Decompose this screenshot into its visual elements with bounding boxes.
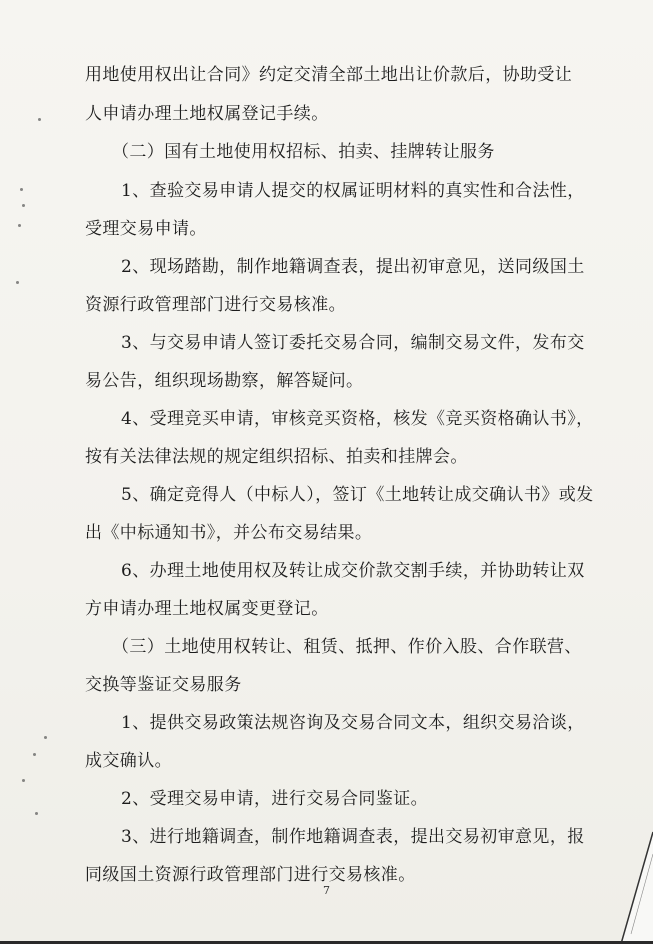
scan-speck <box>16 281 19 284</box>
text-line: 同级国土资源行政管理部门进行交易核准。 <box>85 865 416 885</box>
text-line: 方申请办理土地权属变更登记。 <box>85 599 329 619</box>
page-number: 7 <box>323 884 330 897</box>
text-line: 1、查验交易申请人提交的权属证明材料的真实性和合法性， <box>121 181 585 201</box>
text-line: 易公告，组织现场勘察，解答疑问。 <box>85 371 364 391</box>
page-curl-mark <box>613 824 653 944</box>
text-line: 3、进行地籍调查，制作地籍调查表，提出交易初审意见，报 <box>121 827 585 847</box>
text-line: 4、受理竞买申请，审核竞买资格，核发《竞买资格确认书》， <box>121 409 594 429</box>
section-heading: （三）土地使用权转让、租赁、抵押、作价入股、合作联营、 <box>112 637 582 657</box>
text-line: 受理交易申请。 <box>85 219 207 239</box>
scan-speck <box>33 753 36 756</box>
scan-speck <box>22 204 25 207</box>
text-line: 6、办理土地使用权及转让成交价款交割手续，并协助转让双 <box>121 561 585 581</box>
text-line: 1、提供交易政策法规咨询及交易合同文本，组织交易洽谈， <box>121 713 585 733</box>
section-heading: （二）国有土地使用权招标、拍卖、挂牌转让服务 <box>112 142 495 162</box>
scan-speck <box>38 118 41 121</box>
scan-speck <box>18 224 21 227</box>
text-line: 资源行政管理部门进行交易核准。 <box>85 295 346 315</box>
scan-speck <box>20 188 23 191</box>
scan-speck <box>22 779 25 782</box>
scan-speck <box>35 812 38 815</box>
text-line: 用地使用权出让合同》约定交清全部土地出让价款后，协助受让 <box>85 65 573 85</box>
text-line: 2、受理交易申请，进行交易合同鉴证。 <box>121 789 429 809</box>
scan-speck <box>44 736 47 739</box>
text-line: 3、与交易申请人签订委托交易合同，编制交易文件，发布交 <box>121 333 585 353</box>
text-line: 按有关法律法规的规定组织招标、拍卖和挂牌会。 <box>85 447 468 467</box>
text-line: 交换等鉴证交易服务 <box>85 675 242 695</box>
text-line: 出《中标通知书》，并公布交易结果。 <box>85 523 373 543</box>
text-line: 人申请办理土地权属登记手续。 <box>85 104 329 124</box>
text-line: 2、现场踏勘，制作地籍调查表，提出初审意见，送同级国土 <box>121 257 585 277</box>
text-line: 5、确定竞得人（中标人），签订《土地转让成交确认书》或发 <box>121 485 594 505</box>
text-line: 成交确认。 <box>85 751 172 771</box>
